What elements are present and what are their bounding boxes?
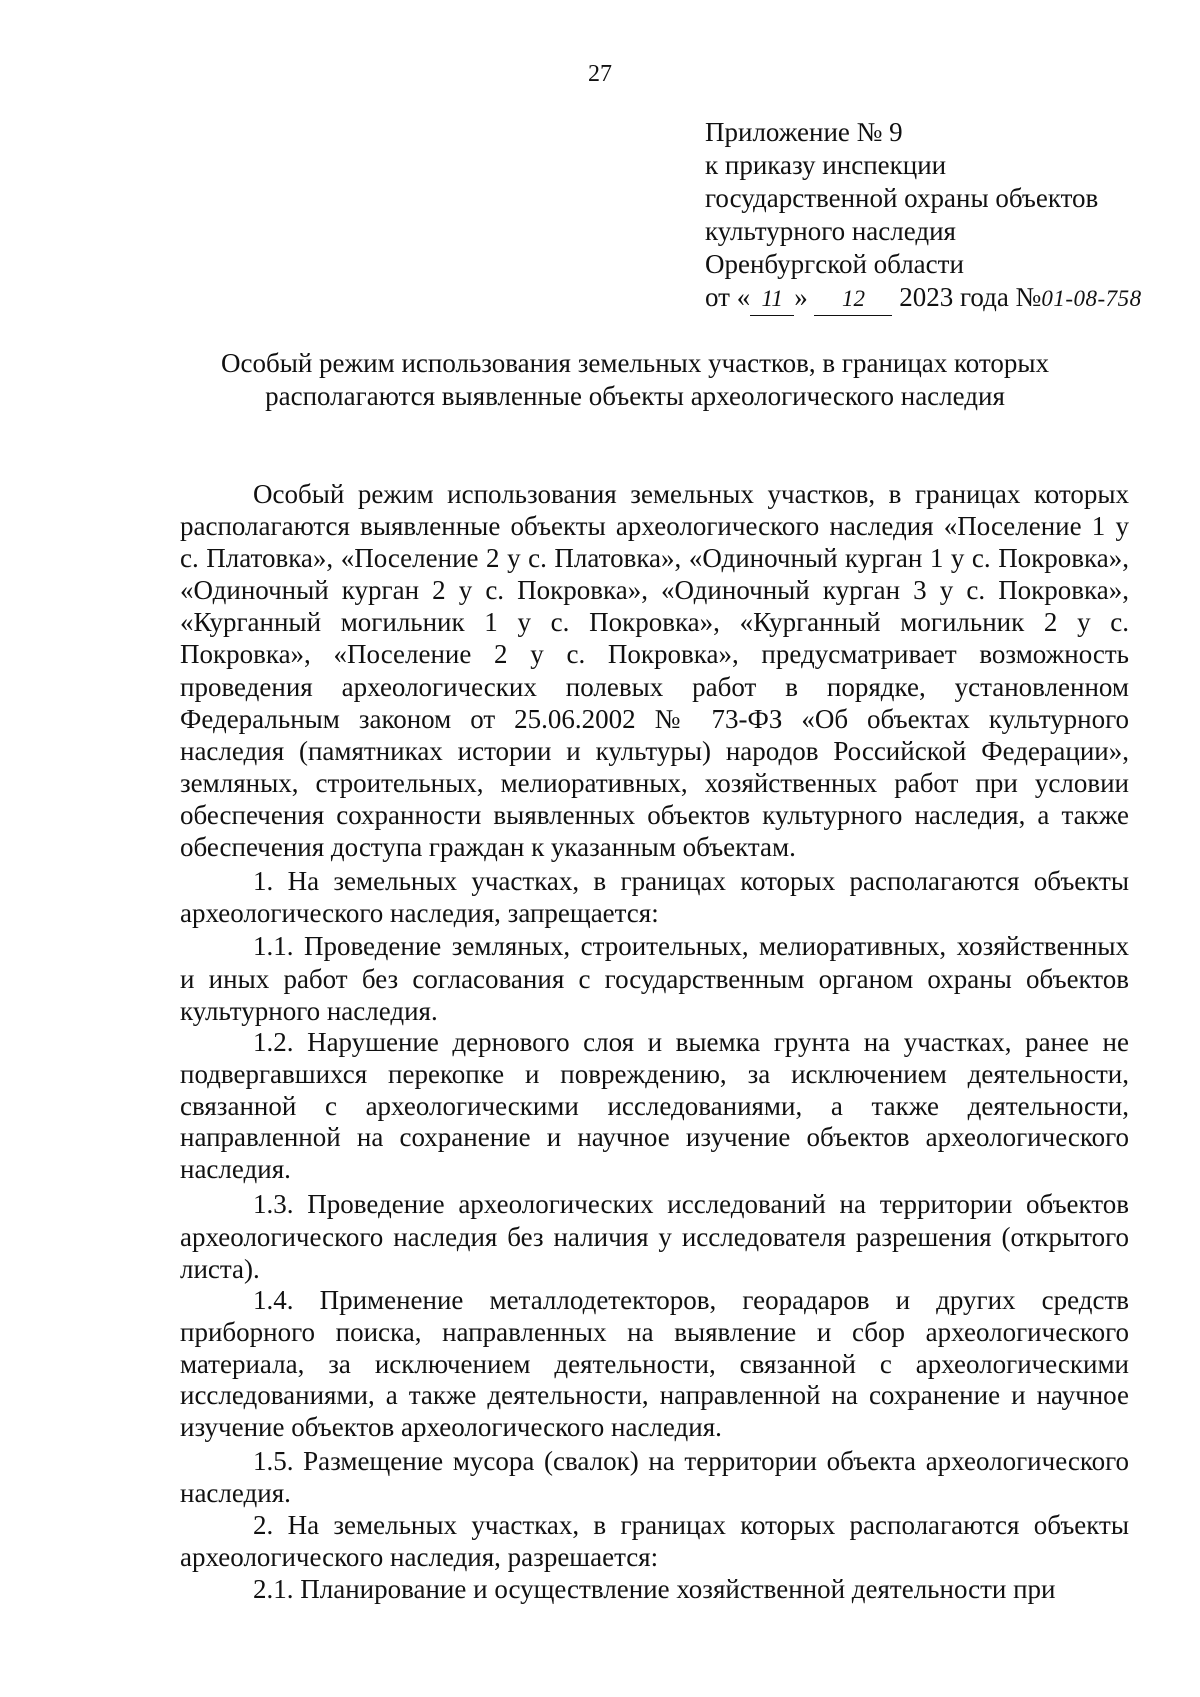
paragraph-1-1: 1.1. Проведение земляных, строительных, мелиоративных, хозяйственных и иных работ без согласования с государственным органом охраны объектов культурного наследия.: [180, 931, 1129, 1026]
paragraph-2-1-block: [180, 1574, 1129, 1606]
date-year: 2023 года №: [899, 282, 1042, 312]
paragraph-1-1-block: [180, 930, 1129, 1028]
paragraph-1: 1. На земельных участках, в границах которых располагаются объекты археологического наследия, запрещается:: [180, 866, 1129, 928]
page-number: 27: [588, 61, 612, 87]
handwritten-month: 12: [814, 282, 892, 316]
paragraph-2-1: 2.1. Планирование и осуществление хозяйственной деятельности при: [253, 1574, 1056, 1604]
date-mid: »: [794, 282, 808, 312]
document-title: [170, 347, 1100, 413]
handwritten-day: 11: [750, 282, 794, 316]
paragraph-1-2: 1.2. Нарушение дернового слоя и выемка грунта на участках, ранее не подвергавшихся перекопке и повреждению, за исключением деятельности, связанной с археологическими исследованиями, а также деятельности, направленной на сохранение и научное изучение объектов археологического наследия.: [180, 1027, 1129, 1185]
date-prefix: от «: [705, 282, 751, 312]
appendix-line-3: государственной охраны объектов: [705, 183, 1099, 213]
paragraph-1-5-block: [180, 1446, 1129, 1509]
paragraph-1-block: [180, 866, 1129, 929]
handwritten-order-number: 01-08-758: [1041, 286, 1142, 311]
title-line-1: Особый режим использования земельных участков, в границах которых: [220, 348, 1050, 378]
paragraph-1-5: 1.5. Размещение мусора (свалок) на территории объекта археологического наследия.: [180, 1446, 1129, 1508]
paragraph-2-block: [180, 1510, 1129, 1573]
paragraph-1-3: 1.3. Проведение археологических исследований на территории объектов археологического наследия без наличия у исследователя разрешения (открытого листа).: [180, 1189, 1129, 1284]
appendix-date-line: [705, 281, 1175, 316]
paragraph-2: 2. На земельных участках, в границах которых располагаются объекты археологического наследия, разрешается:: [180, 1510, 1129, 1572]
appendix-line-5: Оренбургской области: [705, 249, 964, 279]
appendix-line-4: культурного наследия: [705, 216, 956, 246]
appendix-header: [705, 116, 1175, 316]
paragraph-intro: Особый режим использования земельных участков, в границах которых располагаются выявленные объекты археологического наследия «Поселение 1 у с. Платовка», «Поселение 2 у с. Платовка», «Одиночный курган 1 у с. Покровка», «Одиночный курган 2 у с. Покровка», «Одиночный курган 3 у с. Покровка», «Курганный могильник 1 у с. Покровка», «Курганный могильник 2 у с. Покровка», «Поселение 2 у с. Покровка», предусматривает возможность проведения археологических полевых работ в порядке, установленном Федеральным законом от 25.06.2002 № 73-ФЗ «Об объектах культурного наследия (памятниках истории и культуры) народов Российской Федерации», земляных, строительных, мелиоративных, хозяйственных работ при условии обеспечения сохранности выявленных объектов культурного наследия, а также обеспечения доступа граждан к указанным объектам.: [180, 479, 1129, 863]
paragraph-intro-block: [180, 478, 1129, 863]
paragraph-1-4: 1.4. Применение металлодетекторов, георадаров и других средств приборного поиска, направленных на выявление и сбор археологического материала, за исключением деятельности, связанной с археологическими исследованиями, а также деятельности, направленной на сохранение и научное изучение объектов археологического наследия.: [180, 1285, 1129, 1443]
paragraph-1-3-block: [180, 1188, 1129, 1286]
appendix-line-2: к приказу инспекции: [705, 150, 947, 180]
paragraph-1-2-block: [180, 1027, 1129, 1186]
paragraph-1-4-block: [180, 1285, 1129, 1444]
appendix-line-1: Приложение № 9: [705, 117, 903, 147]
title-line-2: располагаются выявленные объекты археологического наследия: [265, 381, 1005, 411]
